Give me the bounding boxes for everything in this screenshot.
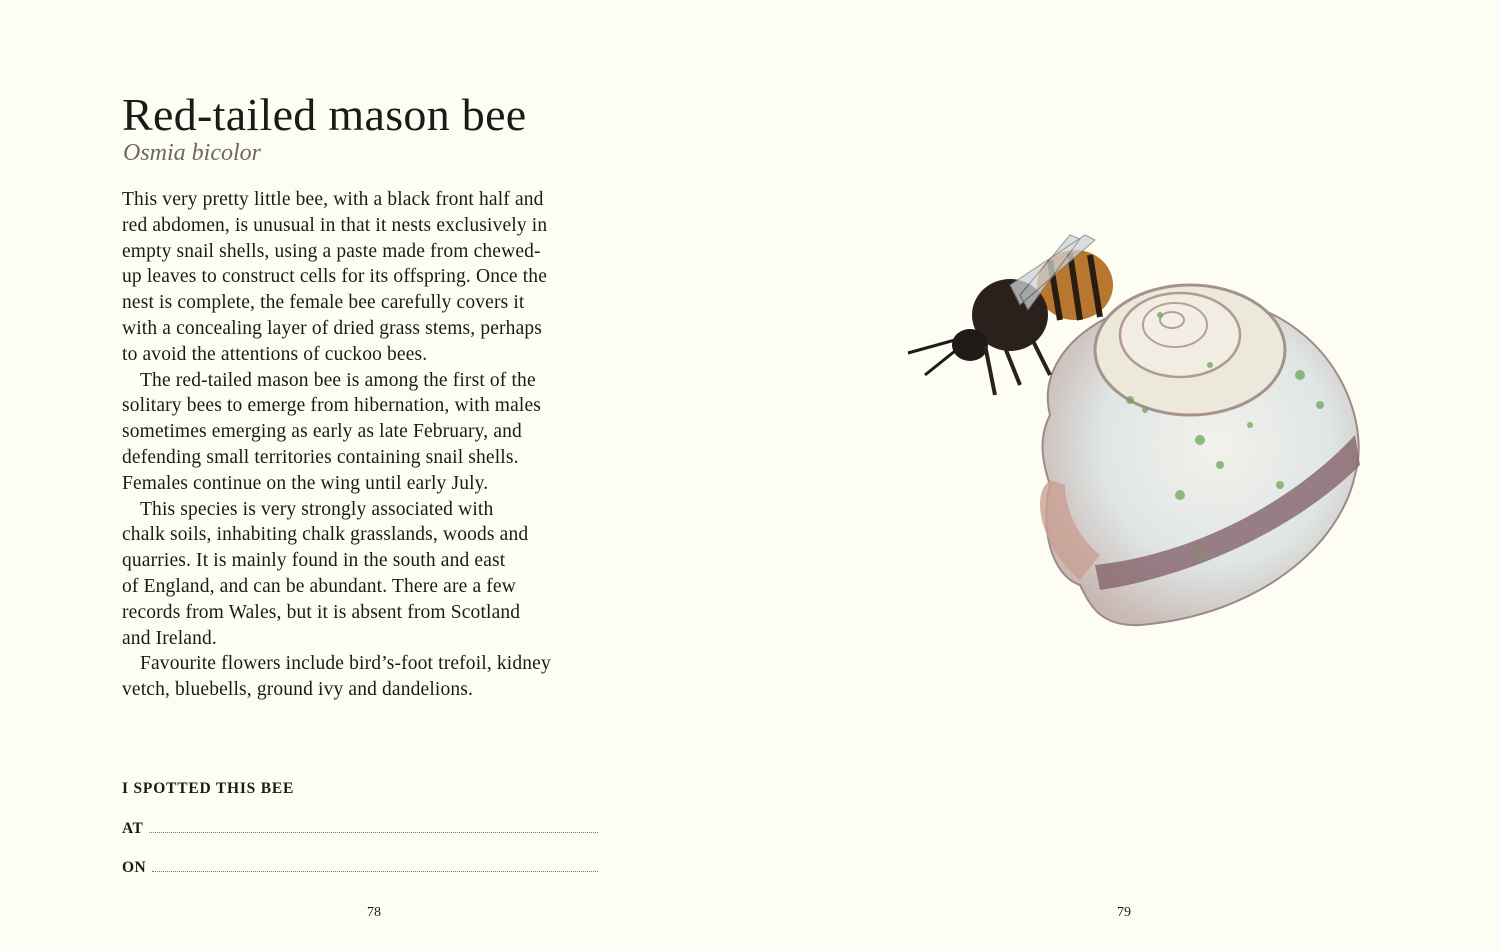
body-line: up leaves to construct cells for its offspring. Once the xyxy=(122,266,548,288)
body-line: chalk soils, inhabiting chalk grasslands, woods and xyxy=(122,524,529,546)
on-label: ON xyxy=(122,859,147,876)
body-line: Favourite flowers include bird’s-foot trefoil, kidney xyxy=(140,653,551,675)
body-line: quarries. It is mainly found in the south and east xyxy=(122,550,506,572)
body-line: records from Wales, but it is absent from Scotland xyxy=(122,601,521,623)
at-field[interactable] xyxy=(122,820,598,838)
body-line: solitary bees to emerge from hibernation, with males xyxy=(122,395,541,417)
body-line: to avoid the attentions of cuckoo bees. xyxy=(122,343,428,365)
at-label: AT xyxy=(122,820,144,837)
on-field[interactable] xyxy=(122,859,598,877)
body-line: vetch, bluebells, ground ivy and dandelions. xyxy=(122,679,474,701)
body-text xyxy=(122,187,612,703)
body-line: and Ireland. xyxy=(122,627,217,649)
body-line: The red-tailed mason bee is among the first of the xyxy=(140,369,536,391)
page-number-right: 79 xyxy=(1117,905,1131,920)
bee-on-snail-shell-illustration xyxy=(900,225,1370,635)
body-line: defending small territories containing snail shells. xyxy=(122,446,519,468)
page-number-left: 78 xyxy=(367,905,381,920)
scientific-name: Osmia bicolor xyxy=(123,140,261,166)
body-line: Females continue on the wing until early July. xyxy=(122,472,489,494)
snail-shell xyxy=(1040,285,1360,625)
body-line: sometimes emerging as early as late February, and xyxy=(122,421,522,443)
body-line: This very pretty little bee, with a black front half and xyxy=(122,189,544,210)
body-line: of England, and can be abundant. There are a few xyxy=(122,575,516,597)
body-line: red abdomen, is unusual in that it nests exclusively in xyxy=(122,214,548,236)
body-line: with a concealing layer of dried grass stems, perhaps xyxy=(122,317,543,339)
at-dotted-line[interactable] xyxy=(149,820,598,833)
body-line: nest is complete, the female bee carefully covers it xyxy=(122,292,525,314)
body-line: This species is very strongly associated with xyxy=(140,498,494,520)
on-dotted-line[interactable] xyxy=(152,859,598,872)
spotted-heading: I SPOTTED THIS BEE xyxy=(122,780,295,797)
page-title: Red-tailed mason bee xyxy=(122,89,527,140)
body-line: empty snail shells, using a paste made from chewed- xyxy=(122,240,541,262)
